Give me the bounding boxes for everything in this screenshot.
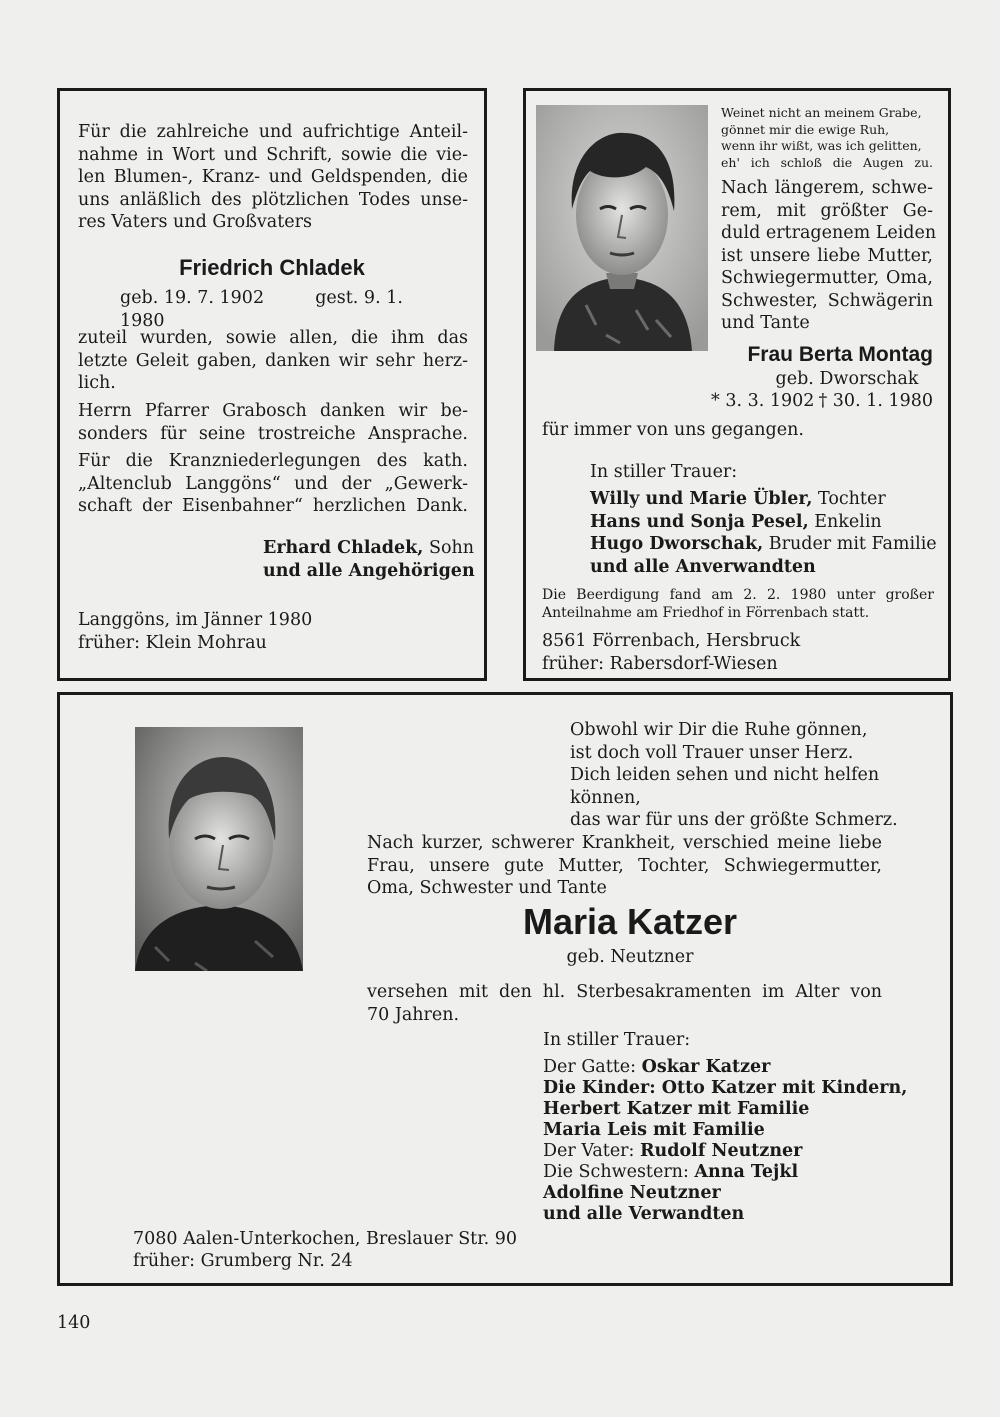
chladek-wreath-line: schaft der Eisenbahner“ herzlichen Dank.: [78, 496, 468, 516]
katzer-sacrament: [367, 981, 882, 1026]
katzer-mourner: Adolfine Neutzner: [543, 1183, 721, 1203]
montag-intro: [721, 177, 937, 335]
chladek-pastor: [78, 400, 468, 445]
chladek-intro-line: len Blumen-, Kranz- und Geldspenden, die: [78, 167, 468, 187]
chladek-intro-line: Für die zahlreiche und aufrichtige Anteil-: [78, 122, 468, 142]
katzer-mourner: und alle Verwandten: [543, 1204, 745, 1224]
montag-funeral: [542, 586, 934, 622]
chladek-name: Friedrich Chladek: [179, 255, 365, 280]
montag-poem-line: gönnet mir die ewige Ruh,: [721, 121, 890, 137]
chladek-intro-line: nahme in Wort und Schrift, sowie die vie-: [78, 144, 468, 165]
portrait-image: [536, 105, 708, 351]
chladek-died: gest. 9. 1. 1980: [120, 288, 403, 331]
chladek-born: geb. 19. 7. 1902: [120, 288, 265, 308]
katzer-intro-line: Nach kurzer, schwerer Krankheit, verschied meine liebe: [367, 833, 882, 853]
portrait-photo-katzer: [135, 727, 303, 971]
katzer-former: früher: Grumberg Nr. 24: [133, 1250, 353, 1271]
portrait-image: [135, 727, 303, 971]
katzer-mourner: Die Kinder: Otto Katzer mit Kindern,: [543, 1078, 908, 1098]
montag-funeral-line: Anteilnahme am Friedhof in Förrenbach statt.: [542, 605, 870, 621]
katzer-mourner: Der Gatte: Oskar Katzer: [543, 1057, 771, 1077]
katzer-maiden: geb. Neutzner: [566, 947, 694, 967]
montag-born: * 3. 3. 1902: [711, 391, 815, 411]
katzer-poem: [570, 719, 900, 832]
montag-intro-line: Nach längerem, schwe-: [721, 178, 933, 198]
katzer-name: Maria Katzer: [522, 901, 738, 942]
montag-poem-line: wenn ihr wißt, was ich gelitten,: [721, 138, 922, 153]
chladek-thanks-line: letzte Geleit gaben, danken wir sehr herz-: [78, 350, 468, 371]
katzer-footer: [133, 1229, 553, 1272]
chladek-footer: [78, 609, 468, 654]
chladek-dates: [120, 287, 430, 332]
chladek-intro: [78, 121, 468, 234]
katzer-mourning: In stiller Trauer:: [543, 1030, 691, 1050]
katzer-sacrament-line: versehen mit den hl. Sterbesakramenten im Alter von: [367, 982, 882, 1002]
katzer-intro-line: Oma, Schwester und Tante: [367, 878, 607, 898]
montag-died: † 30. 1. 1980: [818, 391, 933, 411]
montag-poem-line: Weinet nicht an meinem Grabe,: [721, 105, 922, 120]
chladek-former: früher: Klein Mohrau: [78, 632, 267, 653]
montag-intro-line: duld ertragenem Leiden: [721, 223, 937, 243]
katzer-mourner: Herbert Katzer mit Familie: [543, 1099, 810, 1119]
chladek-signer-role: Sohn: [423, 538, 475, 558]
montag-funeral-line: Die Beerdigung fand am 2. 2. 1980 unter großer: [542, 587, 934, 603]
montag-mourner: und alle Anverwandten: [590, 556, 816, 577]
montag-mourner: Hugo Dworschak, Bruder mit Familie: [590, 534, 937, 554]
montag-intro-line: und Tante: [721, 313, 810, 333]
montag-poem-line: eh' ich schloß die Augen zu.: [721, 154, 933, 170]
chladek-wreath: [78, 450, 468, 518]
montag-mourning: In stiller Trauer:: [590, 462, 738, 482]
katzer-poem-line: Dich leiden sehen und nicht helfen: [570, 765, 880, 785]
chladek-thanks-line: zuteil wurden, sowie allen, die ihm das: [78, 328, 468, 348]
chladek-intro-line: res Vaters und Großvaters: [78, 212, 312, 232]
chladek-thanks-line: lich.: [78, 373, 116, 393]
chladek-intro-line: uns anläßlich des plötzlichen Todes unse-: [78, 189, 468, 210]
montag-former: früher: Rabersdorf-Wiesen: [542, 653, 778, 674]
katzer-mourners: [543, 1057, 908, 1225]
montag-poem: [721, 105, 933, 171]
page-number: 140: [57, 1313, 91, 1333]
katzer-poem-line: ist doch voll Trauer unser Herz.: [570, 742, 854, 763]
montag-mourners: [590, 488, 935, 578]
katzer-intro: [367, 832, 882, 900]
chladek-signature: [263, 537, 473, 582]
portrait-photo-montag: [536, 105, 708, 351]
katzer-poem-line: können,: [570, 787, 641, 808]
katzer-poem-line: das war für uns der größte Schmerz.: [570, 810, 898, 830]
montag-name: Frau Berta Montag: [747, 343, 933, 366]
chladek-wreath-line: „Altenclub Langgöns“ und der „Gewerk-: [78, 473, 468, 494]
katzer-address: 7080 Aalen-Unterkochen, Breslauer Str. 90: [133, 1229, 518, 1249]
montag-intro-line: ist unsere liebe Mutter,: [721, 245, 933, 266]
chladek-pastor-line: Herrn Pfarrer Grabosch danken wir be-: [78, 401, 468, 421]
chladek-signer-name: Erhard Chladek,: [263, 538, 424, 558]
chladek-thanks: [78, 327, 468, 395]
montag-gone: für immer von uns gegangen.: [542, 420, 804, 440]
notice-montag: [523, 88, 951, 681]
katzer-poem-line: Obwohl wir Dir die Ruhe gönnen,: [570, 720, 868, 740]
montag-mourner: Willy und Marie Übler, Tochter: [590, 489, 886, 509]
montag-dates: [711, 390, 933, 413]
montag-address: 8561 Förrenbach, Hersbruck: [542, 631, 801, 651]
katzer-mourner: Die Schwestern: Anna Tejkl: [543, 1162, 799, 1182]
chladek-signer-family: und alle Angehörigen: [263, 560, 475, 581]
notice-chladek: [57, 88, 487, 681]
notice-katzer: [57, 692, 953, 1286]
katzer-mourner: Maria Leis mit Familie: [543, 1120, 765, 1140]
montag-mourner: Hans und Sonja Pesel, Enkelin: [590, 511, 882, 532]
katzer-mourner: Der Vater: Rudolf Neutzner: [543, 1141, 803, 1161]
montag-intro-line: Schwiegermutter, Oma,: [721, 268, 933, 288]
chladek-place: Langgöns, im Jänner 1980: [78, 610, 313, 630]
montag-footer: [542, 630, 934, 675]
montag-intro-line: rem, mit größter Ge-: [721, 200, 933, 221]
chladek-pastor-line: sonders für seine trostreiche Ansprache.: [78, 423, 468, 444]
montag-intro-line: Schwester, Schwägerin: [721, 290, 933, 311]
montag-maiden: geb. Dworschak: [775, 369, 919, 389]
chladek-wreath-line: Für die Kranzniederlegungen des kath.: [78, 451, 468, 471]
katzer-sacrament-line: 70 Jahren.: [367, 1004, 460, 1025]
katzer-intro-line: Frau, unsere gute Mutter, Tochter, Schwiegermutter,: [367, 855, 882, 876]
